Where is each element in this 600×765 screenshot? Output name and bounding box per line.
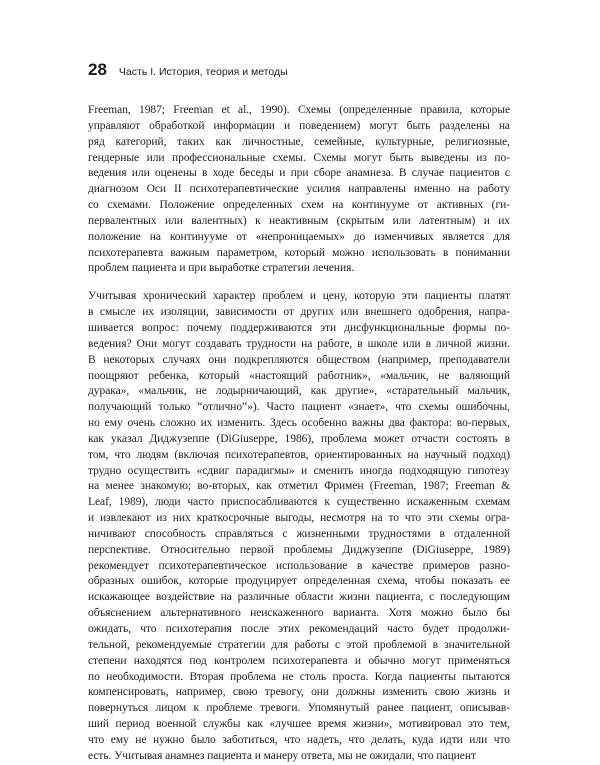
text-line: степени находятся под контролем психотерапевта и обычно могут применяться bbox=[88, 654, 510, 667]
paragraph-2 bbox=[88, 289, 510, 764]
paragraph-1 bbox=[88, 103, 510, 277]
text-line: шивается вопрос: почему поддерживаются эти дисфункциональные формы по- bbox=[88, 321, 510, 334]
text-line: но ему очень сложно их изменить. Здесь особенно важны два фактора: во-первых, bbox=[88, 417, 510, 430]
text-line: и извлекают из них краткосрочные выгоды, несмотря на то что эти схемы огра- bbox=[88, 512, 510, 525]
text-line: перспективе. Относительно первой проблемы Диджузеппе (DiGiuseppe, 1989) bbox=[88, 543, 510, 556]
text-line: том, что людям (включая психотерапевтов, ориентированных на научный подход) bbox=[88, 448, 510, 461]
text-line: положение на континууме от «непроницаемых» до изменчивых является для bbox=[88, 230, 510, 243]
text-line: получающий только “отлично”»). Часто пациент «знает», что схемы ошибочны, bbox=[88, 401, 510, 414]
text-line: тельной, рекомендуемые стратегии для работы с этой проблемой в значительной bbox=[88, 638, 510, 651]
text-line: повернуться лицом к проблеме тревоги. Упомянутый ранее пациент, описывав- bbox=[88, 702, 510, 715]
text-line: ведения или оценены в ходе беседы и при сборе анамнеза. В случае пациентов с bbox=[88, 167, 510, 180]
page-body bbox=[88, 103, 510, 765]
text-line: в смысле их изоляции, зависимости от других или внешнего одобрения, напра- bbox=[88, 306, 510, 319]
text-line: объяснением альтернативного неискаженного варианта. Хотя можно было бы bbox=[88, 607, 510, 620]
text-line: трудно осуществить «сдвиг парадигмы» и сменить иногда подходящую гипотезу bbox=[88, 464, 510, 477]
text-line: В некоторых случаях они подкрепляются обществом (например, преподаватели bbox=[88, 353, 510, 366]
text-line: со схемами. Положение определенных схем на континууме от активных (ги- bbox=[88, 199, 510, 212]
text-line: первалентных или валентных) к неактивным (скрытым или латентным) и их bbox=[88, 214, 510, 227]
text-line: дурака», «мальчик, не лодырничающий, как другие», «старательный мальчик, bbox=[88, 385, 510, 398]
text-line: гендерные или профессиональные схемы. Схемы могут быть выведены из по- bbox=[88, 151, 510, 164]
text-line: психотерапевта важным параметром, который можно использовать в понимании bbox=[88, 246, 510, 259]
running-title: Часть I. История, теория и методы bbox=[118, 66, 288, 78]
text-line: диагнозом Оси II психотерапевтические усилия направлены именно на работу bbox=[88, 183, 510, 196]
text-line: компенсировать, например, свою тревогу, они должны изменить свою жизнь и bbox=[88, 686, 510, 699]
page-number: 28 bbox=[88, 60, 107, 79]
text-line: образных ошибок, которые продуцирует определенная схема, чтобы показать ее bbox=[88, 575, 510, 588]
text-line: как указал Диджузеппе (DiGiuseppe, 1986), проблема может отчасти состоять в bbox=[88, 432, 510, 445]
page-header bbox=[88, 60, 288, 80]
text-line: есть. Учитывая анамнез пациента и манеру ответа, мы не ожидали, что пациент bbox=[88, 749, 476, 762]
text-line: ничивают способность справляться с жизненными трудностями в отдаленной bbox=[88, 527, 510, 540]
text-line: что ему не нужно было заботиться, что надеть, что делать, куда идти или что bbox=[88, 733, 510, 746]
text-line: ожидать, что психотерапия после этих рекомендаций часто будет продолжи- bbox=[88, 623, 510, 635]
text-line: по необходимости. Вторая проблема не столь проста. Когда пациенты пытаются bbox=[88, 670, 510, 683]
text-line: поощряют ребенка, который «настоящий работник», «мальчик, не валяющий bbox=[88, 369, 510, 382]
text-line: ведения? Они могут создавать трудности на работе, в школе или в личной жизни. bbox=[88, 337, 510, 350]
text-line: на менее знакомую; во-вторых, как отметил Фримен (Freeman, 1987; Freeman & bbox=[88, 480, 510, 493]
text-line: Leaf, 1989), люди часто приспосабливаются к существенно искаженным схемам bbox=[88, 496, 510, 509]
text-line: проблем пациента и при выработке стратегии лечения. bbox=[88, 262, 355, 275]
text-line: ряд категорий, таких как личностные, семейные, культурные, религиозные, bbox=[88, 135, 510, 148]
text-line: искажающее воздействие на различные области жизни пациента, с последующим bbox=[88, 591, 510, 604]
text-line: ший период военной службы как «лучшее время жизни», мотивировал это тем, bbox=[88, 718, 510, 731]
text-line: Учитывая хронический характер проблем и цену, которую эти пациенты платят bbox=[88, 290, 510, 303]
text-line: рекомендует психотерапевтическое использование в качестве примеров разно- bbox=[88, 559, 510, 572]
text-line: управляют обработкой информации и поведением) могут быть разделены на bbox=[88, 119, 510, 132]
text-line: Freeman, 1987; Freeman et al., 1990). Схемы (определенные правила, которые bbox=[88, 104, 510, 116]
